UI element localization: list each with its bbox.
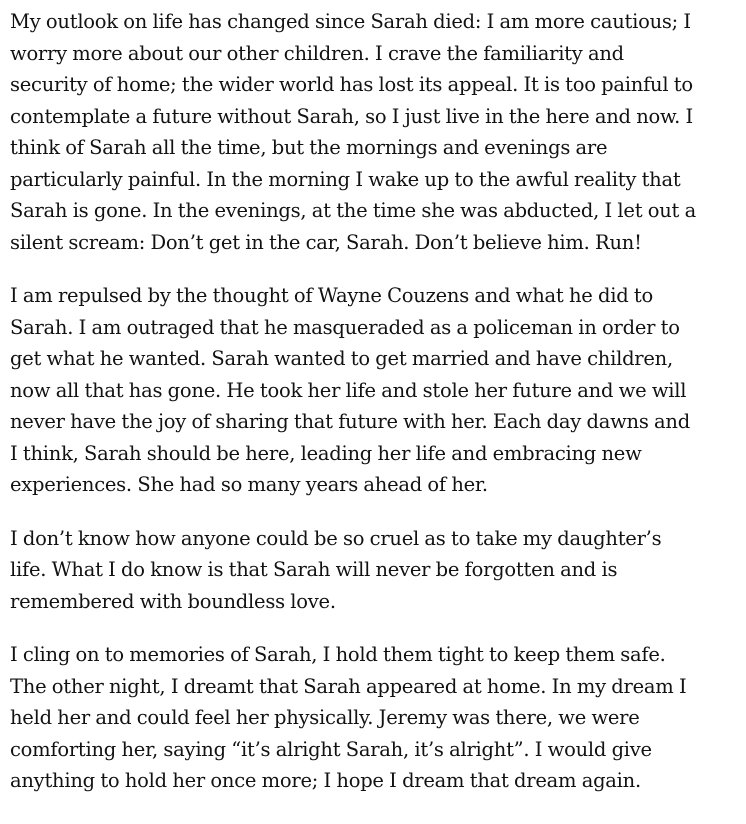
text-line: remembered with boundless love. <box>10 589 336 613</box>
article-body <box>10 6 736 819</box>
text-line: comforting her, saying “it’s alright Sarah, it’s alright”. I would give <box>10 737 652 761</box>
text-line: get what he wanted. Sarah wanted to get married and have children, <box>10 347 673 370</box>
paragraph-repulsed <box>10 280 736 501</box>
text-line: anything to hold her once more; I hope I dream that dream again. <box>10 769 641 792</box>
text-line: The other night, I dreamt that Sarah appeared at home. In my dream I <box>10 674 687 698</box>
text-line: I cling on to memories of Sarah, I hold them tight to keep them safe. <box>10 643 666 666</box>
text-line: experiences. She had so many years ahead of her. <box>10 473 488 496</box>
text-line: Sarah. I am outraged that he masqueraded as a policeman in order to <box>10 315 680 339</box>
text-line: life. What I do know is that Sarah will never be forgotten and is <box>10 558 618 581</box>
text-line: contemplate a future without Sarah, so I just live in the here and now. I <box>10 104 694 128</box>
text-line: I think, Sarah should be here, leading her life and embracing new <box>10 441 642 465</box>
text-line: particularly painful. In the morning I wake up to the awful reality that <box>10 167 681 191</box>
text-line: Sarah is gone. In the evenings, at the time she was abducted, I let out a <box>10 199 696 222</box>
text-line: now all that has gone. He took her life and stole her future and we will <box>10 378 687 402</box>
text-line: worry more about our other children. I crave the familiarity and <box>10 41 624 65</box>
text-line: silent scream: Don’t get in the car, Sarah. Don’t believe him. Run! <box>10 230 642 254</box>
paragraph-outlook <box>10 6 736 258</box>
text-line: I don’t know how anyone could be so cruel as to take my daughter’s <box>10 526 662 550</box>
paragraph-cruel <box>10 523 736 618</box>
text-line: never have the joy of sharing that future with her. Each day dawns and <box>10 410 690 433</box>
paragraph-memories <box>10 639 736 797</box>
text-line: I am repulsed by the thought of Wayne Couzens and what he did to <box>10 284 653 307</box>
text-line: held her and could feel her physically. Jeremy was there, we were <box>10 706 640 729</box>
text-line: think of Sarah all the time, but the mornings and evenings are <box>10 136 608 159</box>
text-line: My outlook on life has changed since Sarah died: I am more cautious; I <box>10 10 691 33</box>
text-line: security of home; the wider world has lost its appeal. It is too painful to <box>10 73 693 96</box>
